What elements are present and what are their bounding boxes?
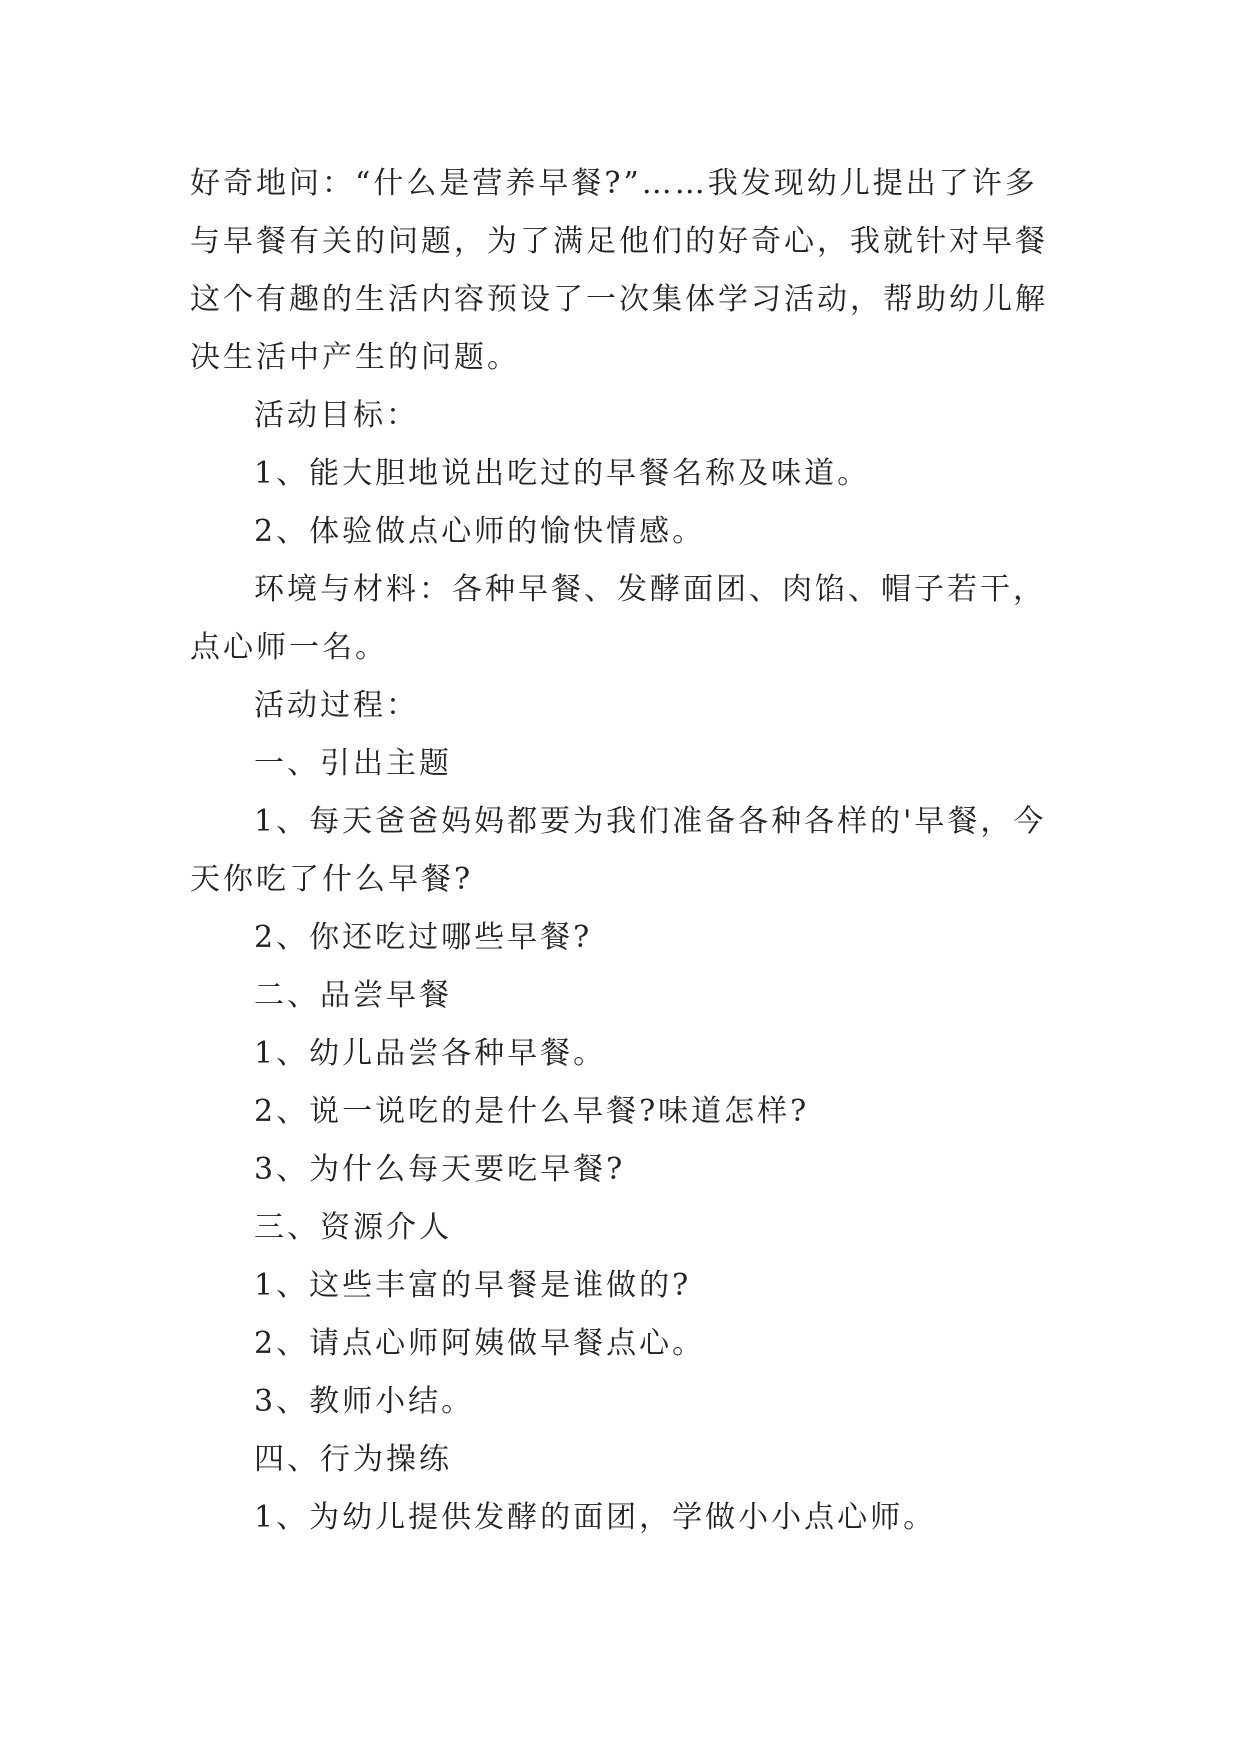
list-item: 1、这些丰富的早餐是谁做的?	[254, 1268, 692, 1303]
subsection-heading: 三、资源介人	[254, 1210, 452, 1245]
list-item: 1、能大胆地说出吃过的早餐名称及味道。	[254, 456, 871, 491]
paragraph-line: 与早餐有关的问题，为了满足他们的好奇心，我就针对早餐	[190, 224, 1048, 259]
list-item: 3、教师小结。	[254, 1384, 475, 1419]
subsection-heading: 二、品尝早餐	[254, 978, 452, 1013]
list-item: 1、每天爸爸妈妈都要为我们准备各种各样的'早餐，今	[254, 804, 1047, 839]
paragraph-line: 环境与材料：各种早餐、发酵面团、肉馅、帽子若干，	[254, 572, 1046, 607]
list-item: 3、为什么每天要吃早餐?	[254, 1152, 626, 1187]
list-item: 1、幼儿品尝各种早餐。	[254, 1036, 607, 1071]
subsection-heading: 一、引出主题	[254, 746, 452, 781]
document-body	[190, 155, 1070, 1547]
subsection-heading: 四、行为操练	[254, 1442, 452, 1477]
list-item: 2、说一说吃的是什么早餐?味道怎样?	[254, 1094, 810, 1129]
paragraph-line: 天你吃了什么早餐?	[190, 862, 474, 897]
list-item: 2、你还吃过哪些早餐?	[254, 920, 593, 955]
paragraph-line: 好奇地问：“什么是营养早餐?”……我发现幼儿提出了许多	[190, 166, 1038, 201]
list-item: 2、请点心师阿姨做早餐点心。	[254, 1326, 706, 1361]
section-heading-process: 活动过程：	[254, 688, 419, 723]
list-item: 2、体验做点心师的愉快情感。	[254, 514, 706, 549]
section-heading-goals: 活动目标：	[254, 398, 419, 433]
paragraph-line: 这个有趣的生活内容预设了一次集体学习活动，帮助幼儿解	[190, 282, 1048, 317]
list-item: 1、为幼儿提供发酵的面团，学做小小点心师。	[254, 1500, 937, 1535]
paragraph-line: 点心师一名。	[190, 630, 388, 665]
paragraph-line: 决生活中产生的问题。	[190, 340, 520, 375]
